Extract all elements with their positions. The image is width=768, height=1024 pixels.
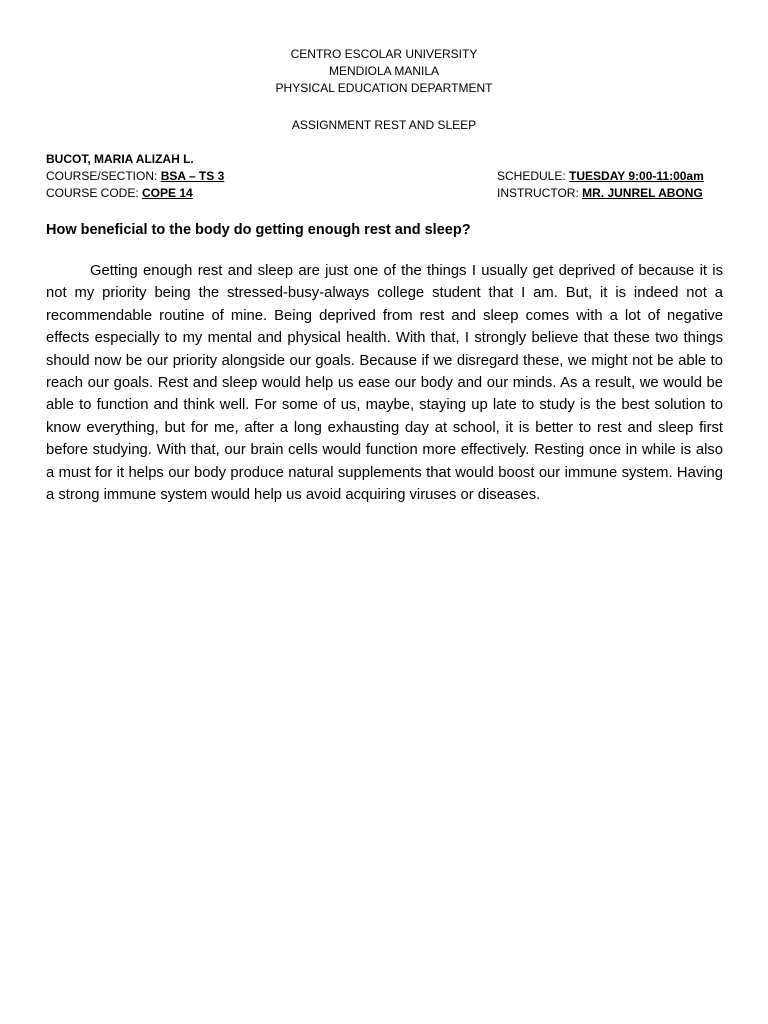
schedule-value: TUESDAY 9:00-11:00am: [569, 169, 704, 183]
student-name: BUCOT, MARIA ALIZAH L.: [46, 152, 194, 166]
assignment-title: ASSIGNMENT REST AND SLEEP: [291, 118, 477, 132]
student-info: [46, 151, 224, 202]
instructor-row: [497, 185, 704, 202]
course-code-value: COPE 14: [142, 186, 193, 200]
university-name: CENTRO ESCOLAR UNIVERSITY: [290, 47, 478, 61]
campus-name: MENDIOLA MANILA: [328, 64, 440, 78]
course-section-label: COURSE/SECTION:: [46, 169, 161, 183]
course-code-row: [46, 185, 224, 202]
department-name: PHYSICAL EDUCATION DEPARTMENT: [275, 81, 493, 95]
document-header: [0, 46, 768, 97]
instructor-value: MR. JUNREL ABONG: [582, 186, 703, 200]
schedule-label: SCHEDULE:: [497, 169, 570, 183]
course-section-row: [46, 168, 224, 185]
class-info: [497, 168, 704, 202]
essay-question: How beneficial to the body do getting enough rest and sleep?: [46, 222, 471, 238]
course-code-label: COURSE CODE:: [46, 186, 143, 200]
essay-body: Getting enough rest and sleep are just one of the things I usually get deprived of because it is not my priority being the stressed-busy-always college student that I am. But, it is indeed not a recommendable routine of mine. Being deprived from rest and sleep comes with a lot of negative effects especially to my mental and physical health. With that, I strongly believe that these two things should now be our priority alongside our goals. Because if we disregard these, we might not be able to reach our goals. Rest and sleep would help us ease our body and our minds. As a result, we would be able to function and think well. For some of us, maybe, staying up late to study is the best solution to know everything, but for me, after a long exhausting day at school, it is better to rest and sleep first before studying. With that, our brain cells would function more effectively. Resting once in while is also a must for it helps our body produce natural supplements that would boost our immune system. Having a strong immune system would help us avoid acquiring viruses or diseases.: [46, 263, 723, 504]
instructor-label: INSTRUCTOR:: [497, 186, 583, 200]
course-section-value: BSA – TS 3: [160, 169, 225, 183]
schedule-row: [497, 168, 704, 185]
